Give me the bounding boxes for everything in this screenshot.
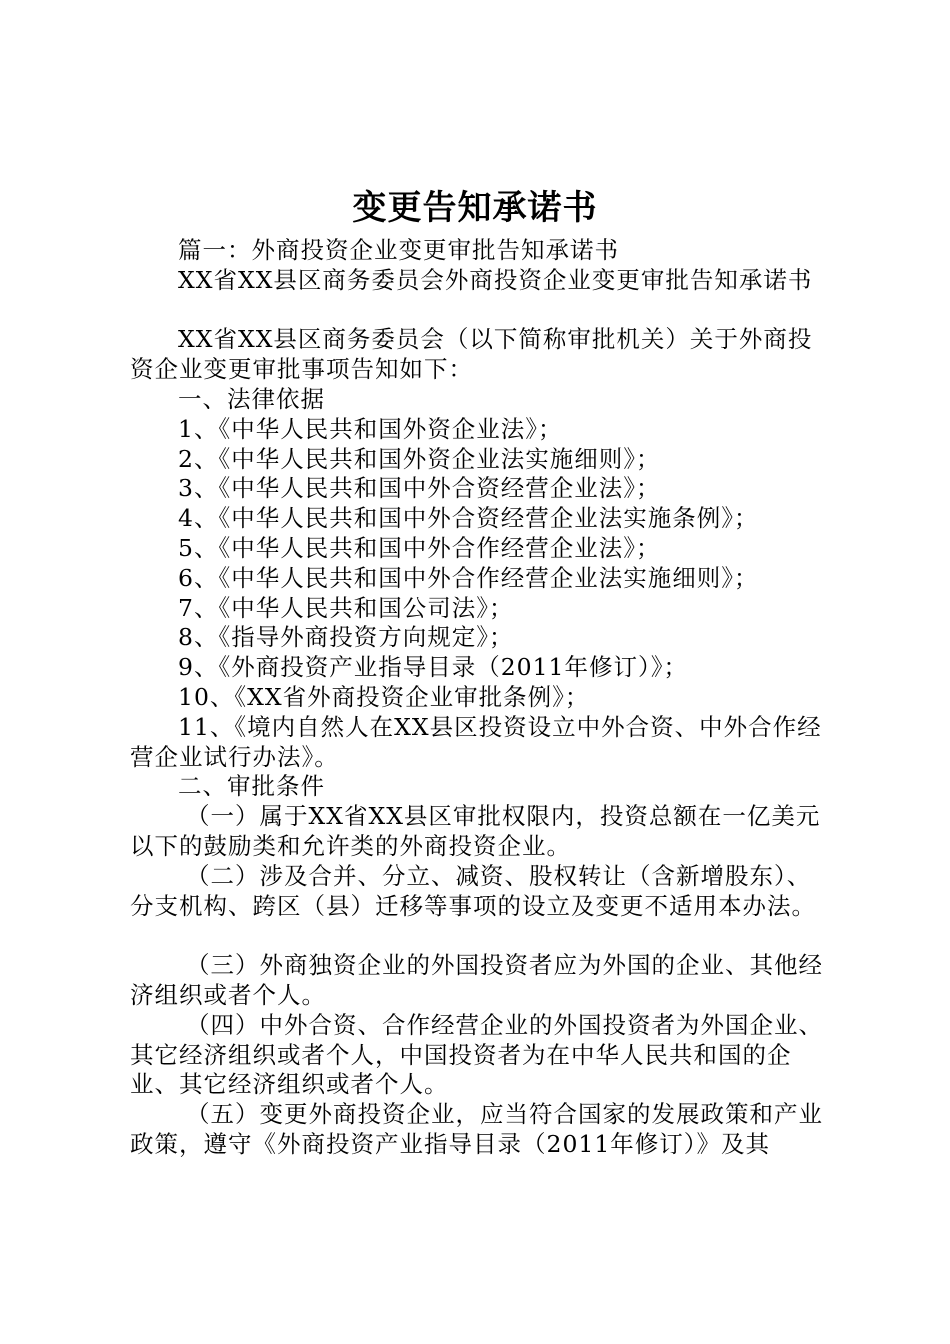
list-item: 8、《指导外商投资方向规定》；: [178, 623, 514, 652]
blank-line: [130, 921, 830, 951]
paragraph: （四）中外合资、合作经营企业的外国投资者为外国企业、其它经济组织或者个人，中国投资者为在中华人民共和国的企业、其它经济组织或者个人。: [130, 1010, 823, 1099]
document-body: [130, 236, 830, 1160]
list-item: 10、《XX省外商投资企业审批条例》；: [178, 682, 590, 711]
section-heading: 二、审批条件: [178, 772, 325, 801]
paragraph: （五）变更外商投资企业，应当符合国家的发展政策和产业政策，遵守《外商投资产业指导目录（2011年修订）》及其: [130, 1100, 823, 1158]
paragraph: （二）涉及合并、分立、减资、股权转让（含新增股东）、分支机构、跨区（县）迁移等事项的设立及变更不适用本办法。: [130, 861, 816, 920]
document-title: 变更告知承诺书: [352, 188, 598, 228]
list-item: 11、《境内自然人在XX县区投资设立中外合资、中外合作经营企业试行办法》。: [130, 712, 822, 771]
list-item: 6、《中华人民共和国中外合作经营企业法实施细则》；: [178, 563, 759, 592]
paragraph: （三）外商独资企业的外国投资者应为外国的企业、其他经济组织或者个人。: [130, 951, 823, 1009]
list-item: 1、《中华人民共和国外资企业法》；: [178, 414, 563, 443]
list-item: 4、《中华人民共和国中外合资经营企业法实施条例》；: [178, 504, 759, 533]
blank-line: [130, 296, 830, 326]
list-item: 7、《中华人民共和国公司法》；: [178, 593, 514, 622]
list-item: 3、《中华人民共和国中外合资经营企业法》；: [178, 474, 661, 503]
list-item: 9、《外商投资产业指导目录（2011年修订）》；: [178, 653, 689, 682]
section-heading: 一、法律依据: [178, 384, 325, 413]
paragraph: （一）属于XX省XX县区审批权限内，投资总额在一亿美元以下的鼓励类和允许类的外商投资企业。: [130, 802, 821, 860]
paragraph: XX省XX县区商务委员会外商投资企业变更审批告知承诺书: [178, 265, 813, 294]
paragraph: XX省XX县区商务委员会（以下简称审批机关）关于外商投资企业变更审批事项告知如下：: [130, 325, 813, 384]
paragraph: 篇一：外商投资企业变更审批告知承诺书: [178, 236, 619, 264]
list-item: 2、《中华人民共和国外资企业法实施细则》；: [178, 444, 661, 473]
list-item: 5、《中华人民共和国中外合作经营企业法》；: [178, 533, 661, 562]
